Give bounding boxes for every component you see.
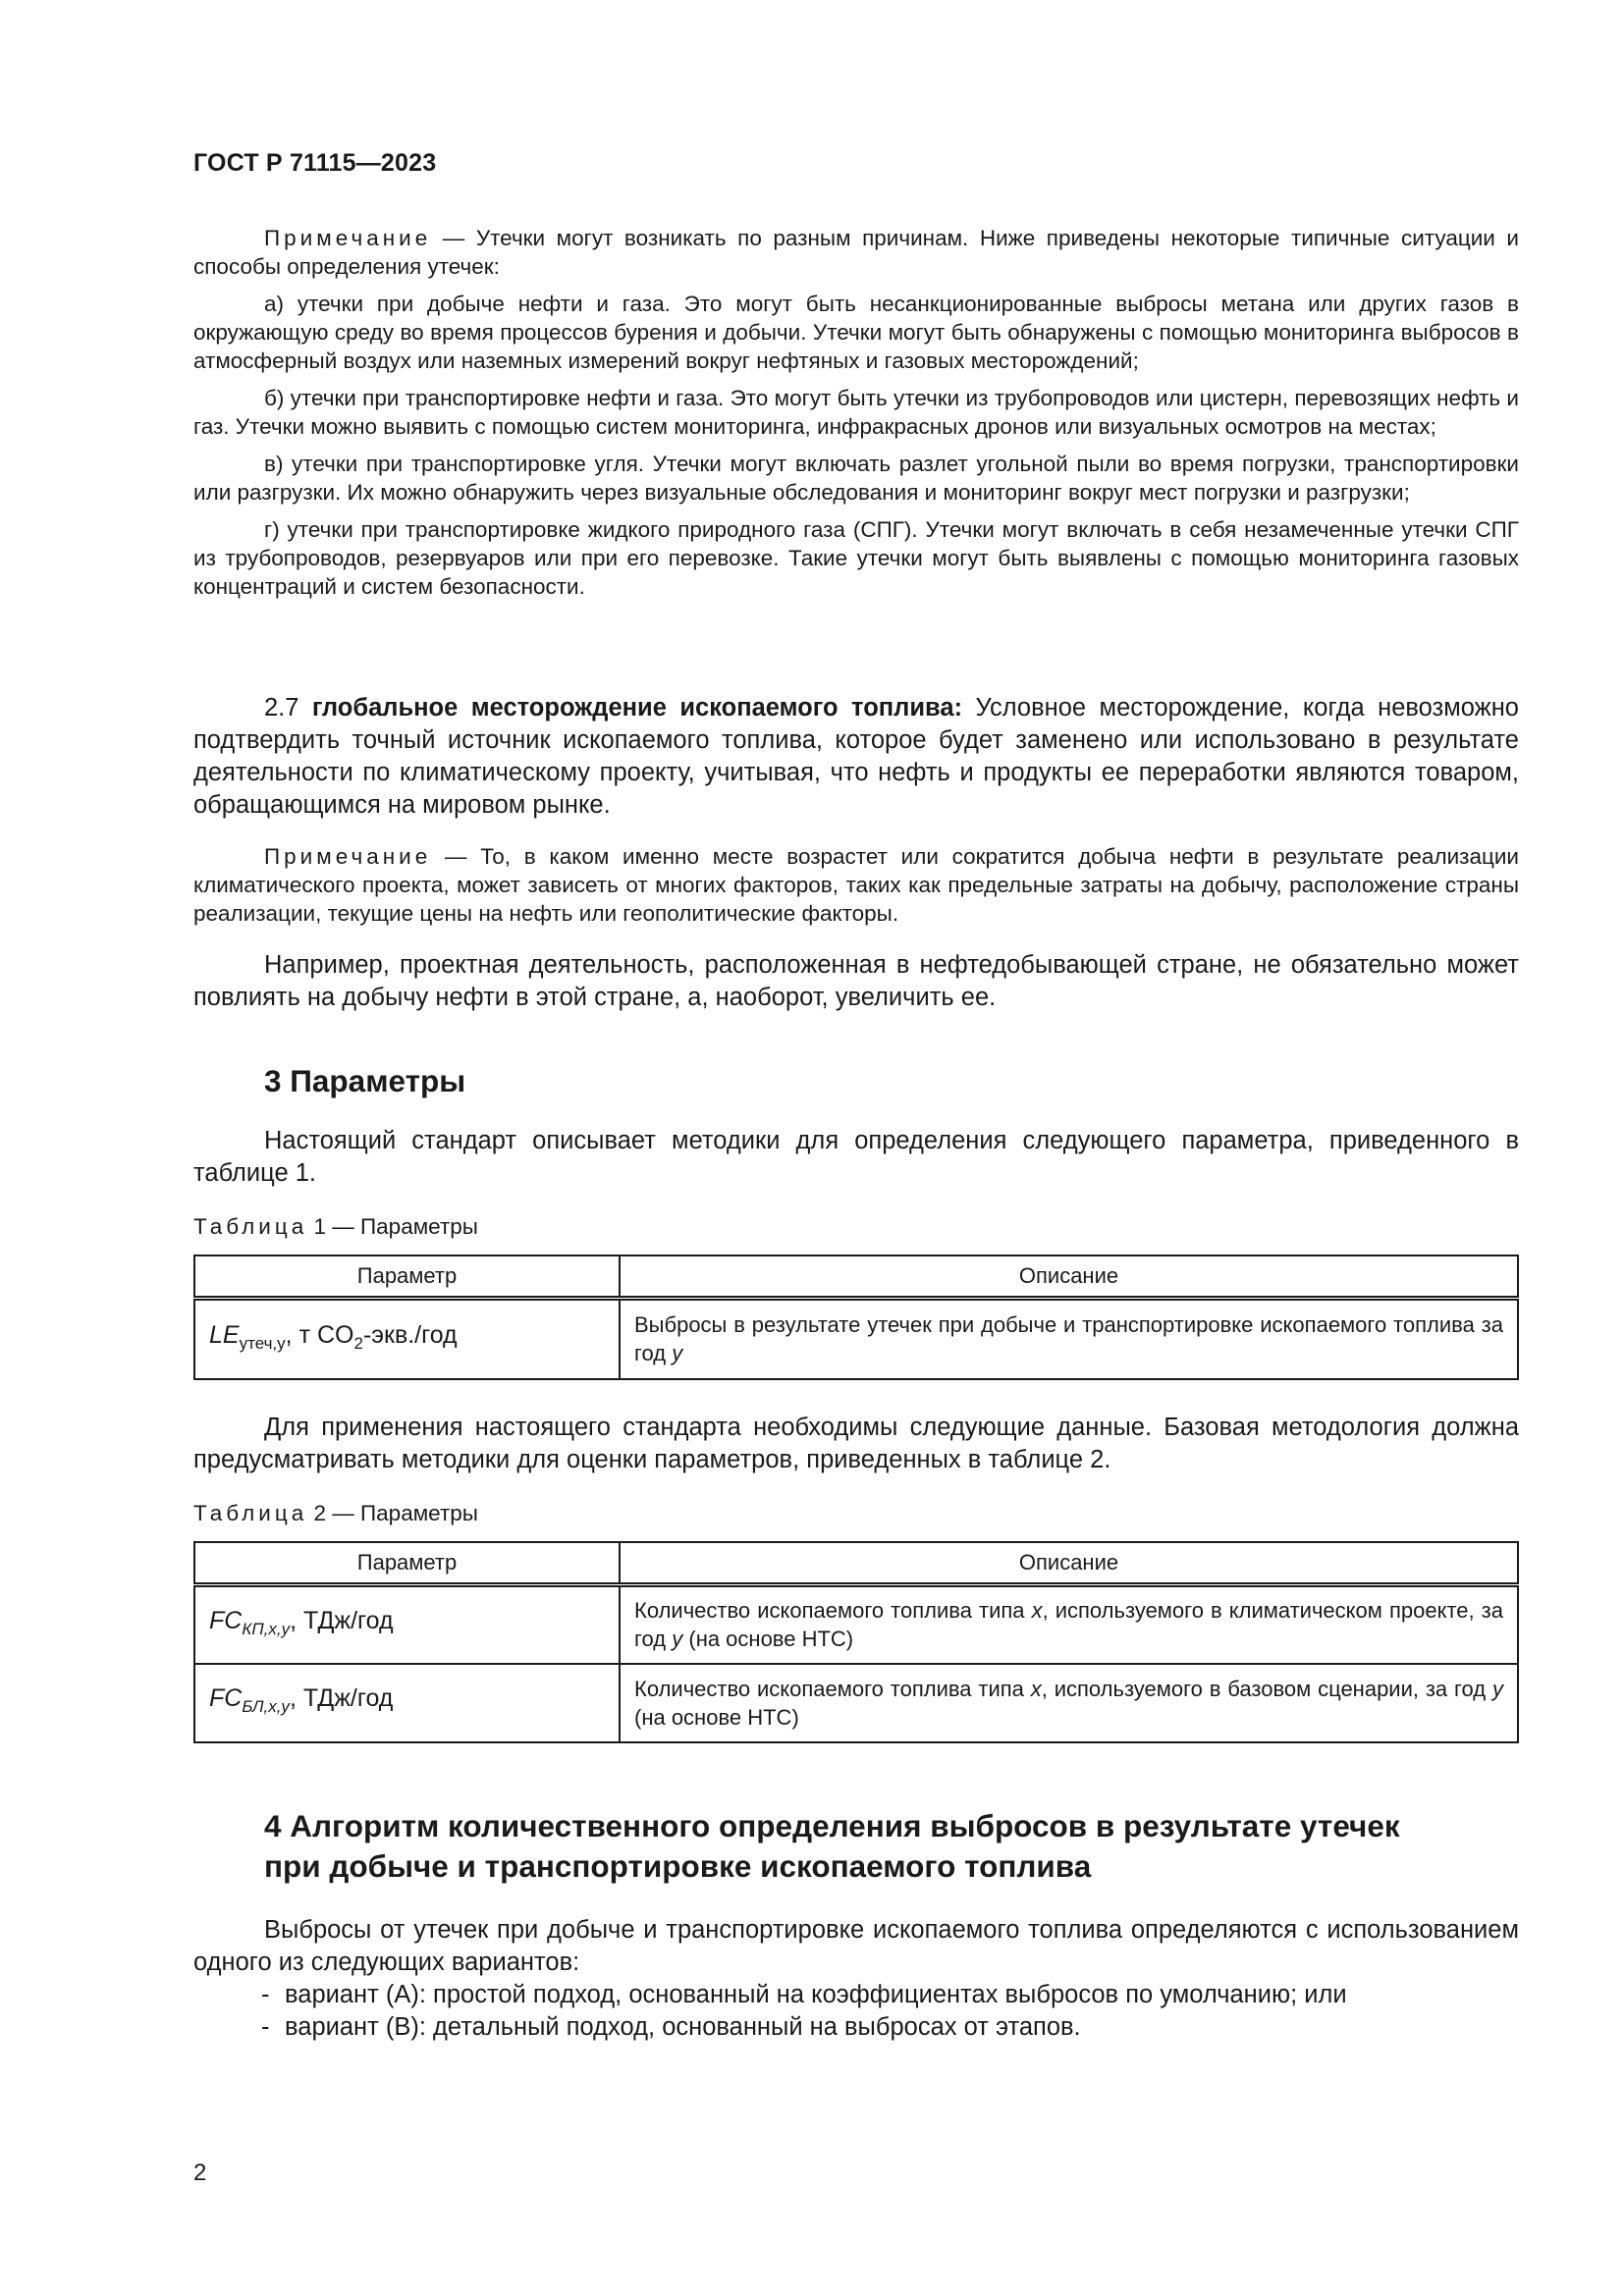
description-cell: Количество ископаемого топлива типа x, используемого в базовом сценарии, за год y (на основе НТС) [620, 1664, 1518, 1742]
parameter-cell: $LE_{утеч,y}$, т $CO_2-экв$./год [194, 1299, 620, 1379]
table-1 [193, 1255, 1519, 1380]
table-header-row [194, 1255, 1518, 1299]
note-oil-production [193, 842, 1519, 928]
page-number: 2 [193, 2160, 207, 2186]
table-row [194, 1299, 1518, 1379]
table-row [194, 1664, 1518, 1742]
section-3-intro: Настоящий стандарт описывает методики для определения следующего параметра, приведенного в таблице 1. [193, 1127, 1519, 1187]
table-2-intro: Для применения настоящего стандарта необходимы следующие данные. Базовая методология должна предусматривать методики для оценки параметров, приведенных в таблице 2. [193, 1414, 1519, 1473]
section-4-heading: 4 Алгоритм количественного определения выбросов в результате утечек при добыче и транспортировке ископаемого топлива [264, 1808, 1400, 1884]
definition-text: Условное месторождение, когда невозможно подтвердить точный источник ископаемого топлива, которое будет заменено или использовано в результате деятельности по климатическому проекту, учитывая, что нефть и продукты ее переработки являются товаром, обращающимся на мировом рынке. [193, 694, 1519, 819]
note-leakage-causes [193, 224, 1519, 601]
note-item-a: а) утечки при добыче нефти и газа. Это могут быть несанкционированные выбросы метана или других газов в окружающую среду во время процессов бурения и добычи. Утечки могут быть обнаружены с помощью мониторинга выбросов в атмосферный воздух или наземных измерений вокруг нефтяных и газовых месторождений; [193, 292, 1519, 373]
section-3-heading: 3 Параметры [264, 1063, 466, 1098]
note-item-d: г) утечки при транспортировке жидкого природного газа (СПГ). Утечки могут включать в себя незамеченные утечки СПГ из трубопроводов, резервуаров или при его перевозке. Такие утечки могут быть выявлены с помощью мониторинга газовых концентраций и систем безопасности. [193, 517, 1519, 599]
list-item: - вариант (B): детальный подход, основанный на выбросах от этапов. [261, 2013, 1081, 2041]
document-header: ГОСТ Р 71115—2023 [193, 149, 437, 177]
note-label: Примечание [264, 226, 432, 250]
column-header-description: Описание [620, 1542, 1518, 1585]
table-header-row [194, 1542, 1518, 1585]
options-list [261, 1979, 1347, 2044]
note-item-b: б) утечки при транспортировке нефти и газа. Это могут быть утечки из трубопроводов или цистерн, перевозящих нефть и газ. Утечки можно выявить с помощью систем мониторинга, инфракрасных дронов или визуальных осмотров на местах; [193, 386, 1519, 439]
table-2 [193, 1541, 1519, 1743]
list-item: - вариант (A): простой подход, основанный на коэффициентах выбросов по умолчанию; или [261, 1981, 1347, 2008]
note-intro: Примечание — Утечки могут возникать по разным причинам. Ниже приведены некоторые типичные ситуации и способы определения утечек: [193, 226, 1519, 279]
table-row [194, 1585, 1518, 1664]
note-item-c: в) утечки при транспортировке угля. Утечки могут включать разлет угольной пыли во время погрузки, транспортировки или разгрузки. Их можно обнаружить через визуальные обследования и мониторинг вокруг мест погрузки и разгрузки; [193, 452, 1519, 505]
section-4-intro: Выбросы от утечек при добыче и транспортировке ископаемого топлива определяются с использованием одного из следующих вариантов: [193, 1916, 1519, 1976]
definition-number: 2.7 [264, 694, 312, 721]
column-header-description: Описание [620, 1255, 1518, 1299]
description-cell: Выбросы в результате утечек при добыче и транспортировке ископаемого топлива за год y [620, 1299, 1518, 1379]
column-header-parameter: Параметр [194, 1255, 620, 1299]
parameter-cell: $FC_{БЛ,x,y}$, ТДж/год [194, 1664, 620, 1742]
parameter-cell: $FC_{КП,x,y}$, ТДж/год [194, 1585, 620, 1664]
note-text: — То, в каком именно месте возрастет или сократится добыча нефти в результате реализации климатического проекта, может зависеть от многих факторов, таких как предельные затраты на добычу, расположение страны реализации, текущие цены на нефть или геополитические факторы. [193, 844, 1519, 926]
definition-2-7 [193, 692, 1519, 822]
description-cell: Количество ископаемого топлива типа x, используемого в климатическом проекте, за год y (на основе НТС) [620, 1585, 1518, 1664]
example-paragraph: Например, проектная деятельность, расположенная в нефтедобывающей стране, не обязательно может повлиять на добычу нефти в этой стране, а, наоборот, увеличить ее. [193, 951, 1519, 1011]
table-2-caption: Таблица 2 — Параметры [193, 1501, 478, 1525]
note-label: Примечание [264, 844, 432, 869]
definition-term: глобальное месторождение ископаемого топлива: [311, 694, 963, 721]
column-header-parameter: Параметр [194, 1542, 620, 1585]
table-1-caption: Таблица 1 — Параметры [193, 1214, 478, 1239]
